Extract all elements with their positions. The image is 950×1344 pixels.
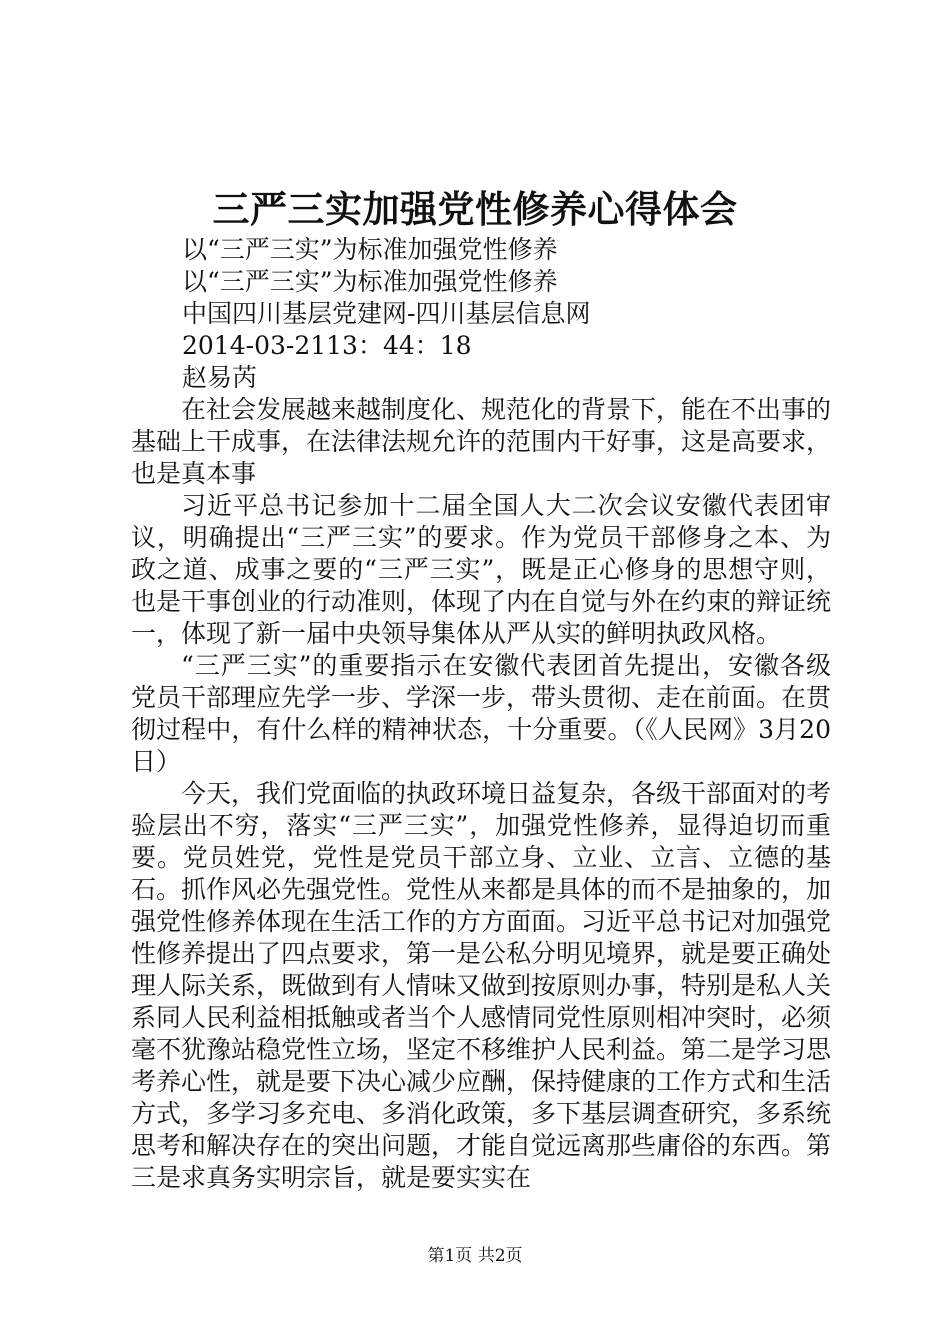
source-line: 中国四川基层党建网-四川基层信息网 bbox=[182, 299, 591, 328]
page-footer: 第1页 共2页 bbox=[427, 1246, 523, 1266]
document-title: 三严三实加强党性修养心得体会 bbox=[212, 187, 738, 231]
body-paragraph: “三严三实”的重要指示在安徽代表团首先提出，安徽各级党员干部理应先学一步、学深一步，带头贯彻、走在前面。在贯彻过程中，有什么样的精神状态，十分重要。（《人民网》3月20日） bbox=[131, 651, 832, 776]
body-paragraph: 今天，我们党面临的执政环境日益复杂，各级干部面对的考验层出不穷，落实“三严三实”，加强党性修养，显得迫切而重要。党员姓党，党性是党员干部立身、立业、立言、立德的基石。抓作风必先强党性。党性从来都是具体的而不是抽象的，加强党性修养体现在生活工作的方方面面。习近平总书记对加强党性修养提出了四点要求，第一是公私分明见境界，就是要正确处理人际关系，既做到有人情味又做到按原则办事，特别是私人关系同人民利益相抵触或者当个人感情同党性原则相冲突时，必须毫不犹豫站稳党性立场，坚定不移维护人民利益。第二是学习思考养心性，就是要下决心减少应酬，保持健康的工作方式和生活方式，多学习多充电、多消化政策，多下基层调查研究，多系统思考和解决存在的突出问题，才能自觉远离那些庸俗的东西。第三是求真务实明宗旨，就是要实实在 bbox=[131, 779, 832, 1192]
document-meta bbox=[182, 234, 862, 394]
document-body bbox=[131, 394, 831, 1194]
subtitle-line: 以“三严三实”为标准加强党性修养 bbox=[182, 267, 558, 296]
body-paragraph: 在社会发展越来越制度化、规范化的背景下，能在不出事的基础上干成事，在法律法规允许的范围内干好事，这是高要求，也是真本事 bbox=[131, 395, 832, 488]
subtitle-line: 以“三严三实”为标准加强党性修养 bbox=[182, 235, 558, 264]
body-paragraph: 习近平总书记参加十二届全国人大二次会议安徽代表团审议，明确提出“三严三实”的要求。作为党员干部修身之本、为政之道、成事之要的“三严三实”，既是正心修身的思想守则，也是干事创业的行动准则，体现了内在自觉与外在约束的辩证统一，体现了新一届中央领导集体从严从实的鲜明执政风格。 bbox=[131, 491, 832, 648]
author-line: 赵易芮 bbox=[182, 363, 258, 392]
date-line: 2014-03-2113：44：18 bbox=[182, 331, 472, 360]
